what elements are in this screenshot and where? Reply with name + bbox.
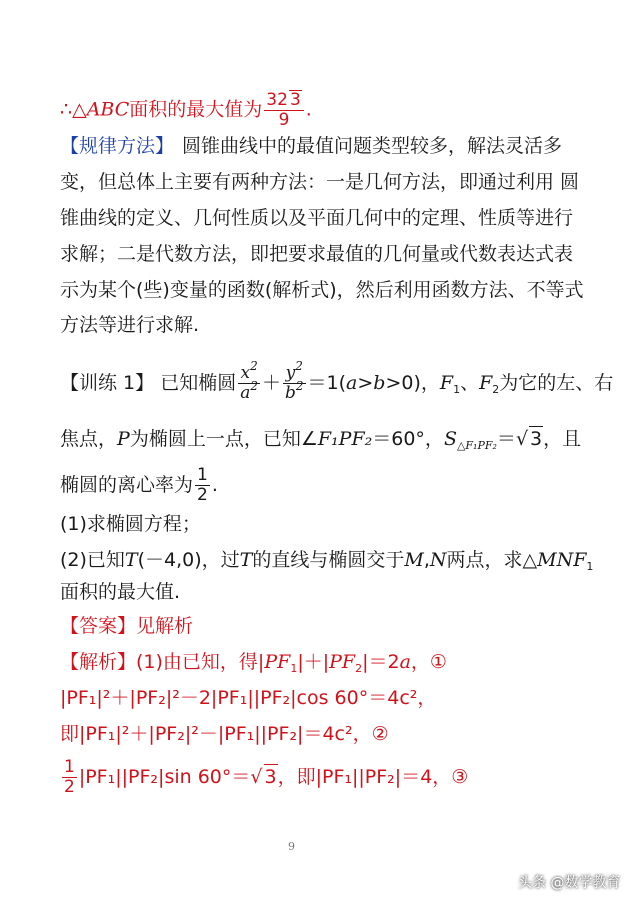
analysis-line-3: 即|PF₁|²＋|PF₂|²－|PF₁||PF₂|＝4c²，② (60, 723, 389, 745)
method-line-6: 方法等进行求解. (60, 314, 200, 336)
analysis-label: 【解析】 (60, 651, 137, 673)
method-label: 【规律方法】 (60, 135, 175, 157)
page-number: 9 (288, 840, 295, 853)
therefore-triangle: ∴△ (60, 98, 87, 121)
exercise-line-1: 【训练 1】 已知椭圆 $\frac{x^2}{a^2}$ ＋ $\frac{y^2}{b^2}$ ＝1(a>b>0)，$F_1$、$F_2$为它的左、右 (60, 359, 614, 403)
abc-label: ABC (86, 98, 130, 121)
sqrt-three: 3 (289, 90, 301, 110)
question-2-cont: 面积的最大值. (60, 581, 181, 603)
question-1: (1)求椭圆方程； (60, 513, 201, 535)
method-line-5: 示为某个(些)变量的函数(解析式)，然后利用函数方法、不等式 (60, 279, 584, 301)
watermark: 头条 @数学教育 (518, 875, 621, 891)
y-over-b-fraction: $\frac{y^2}{b^2}$ (285, 359, 304, 403)
conclusion-line: ∴△ABC面积的最大值为 $\frac{32 3}{9}$ . (60, 90, 312, 130)
method-line-4: 求解；二是代数方法，即把要求最值的几何量或代数表达式表 (60, 243, 574, 265)
analysis-line-4: $\frac{1}{2}$ |PF₁||PF₂|sin 60°＝√ 3，即|PF₁||PF₂|＝4，③ (64, 757, 469, 797)
question-2: (2)已知T(－4,0)，过T的直线与椭圆交于M,N两点，求$\triangle MNF_1$ (60, 549, 594, 573)
answer-line: 【答案】见解析 (60, 615, 194, 637)
analysis-half-fraction: $\frac{1}{2}$ (64, 757, 75, 797)
method-line-1: 【规律方法】 圆锥曲线中的最值问题类型较多，解法灵活多 (60, 135, 563, 157)
max-area-text: 面积的最大值为 (129, 98, 263, 121)
x-over-a-fraction: $\frac{x^2}{a^2}$ (240, 359, 258, 403)
exercise-line-3: 椭圆的离心率为 $\frac{1}{2}$ . (60, 465, 218, 505)
analysis-line-2: |PF₁|²＋|PF₂|²－2|PF₁||PF₂|cos 60°＝4c²， (60, 687, 437, 709)
answer-label: 【答案】 (60, 615, 137, 637)
method-line-3: 锥曲线的定义、几何性质以及平面几何中的定理、性质等进行 (60, 207, 574, 229)
max-area-fraction: $\frac{32 3}{9}$ (264, 90, 303, 130)
one-half-fraction: $\frac{1}{2}$ (197, 465, 208, 505)
analysis-line-1: 【解析】(1)由已知，得$|PF_1|+|PF_2|=2a$，① (60, 651, 447, 675)
method-line-2: 变，但总体上主要有两种方法：一是几何方法，即通过利用 圆 (60, 171, 580, 193)
exercise-line-2: 焦点，P为椭圆上一点，已知∠F₁PF₂＝60°，$S_{\triangle F_1PF_2}=√$ 3，且 (60, 428, 582, 452)
exercise-label: 【训练 1】 (60, 372, 155, 394)
